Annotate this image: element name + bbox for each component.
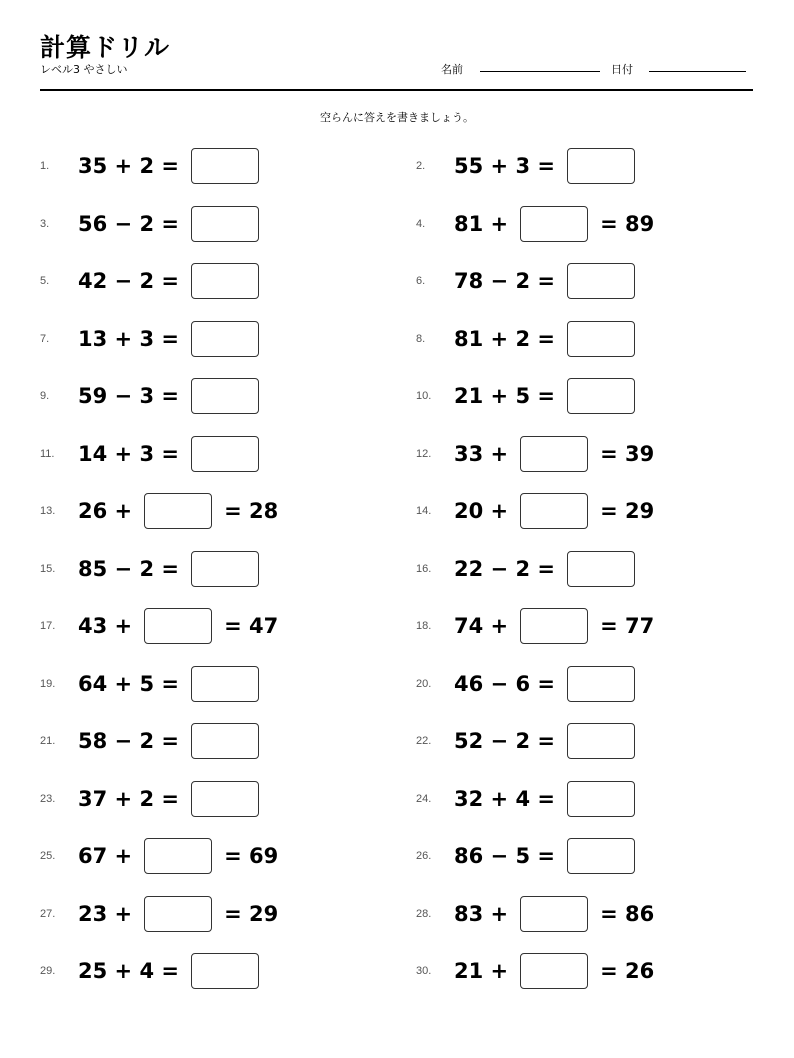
- problem-number: 6.: [416, 275, 426, 287]
- problem-expression: 74 +: [454, 614, 509, 638]
- answer-box[interactable]: [567, 148, 635, 184]
- answer-box[interactable]: [191, 263, 259, 299]
- problem-expression: 21 + 5 =: [454, 384, 555, 408]
- answer-box[interactable]: [144, 493, 212, 529]
- answer-box[interactable]: [191, 321, 259, 357]
- problem-expression: 33 +: [454, 441, 509, 466]
- answer-box[interactable]: [520, 206, 588, 242]
- problem-number: 18.: [416, 620, 432, 632]
- problem-item: [416, 550, 647, 588]
- problem-number: 11.: [40, 447, 55, 460]
- problem-number: 20.: [416, 677, 432, 690]
- problem-expression: 64 + 5 =: [78, 671, 179, 696]
- problem-result: = 77: [600, 614, 655, 638]
- problem-expression: 56 − 2 =: [78, 211, 179, 236]
- problem-result: = 89: [600, 211, 655, 236]
- answer-box[interactable]: [191, 666, 259, 702]
- answer-box[interactable]: [191, 953, 259, 989]
- problem-expression: 43 +: [78, 614, 133, 638]
- problem-item: [416, 607, 654, 645]
- problem-number: 26.: [416, 850, 432, 862]
- problem-expression: 23 +: [78, 901, 133, 926]
- answer-box[interactable]: [567, 781, 635, 817]
- problem-number: 12.: [416, 447, 432, 460]
- problem-number: 27.: [40, 907, 56, 920]
- answer-box[interactable]: [144, 896, 212, 932]
- answer-box[interactable]: [520, 608, 588, 644]
- answer-box[interactable]: [520, 493, 588, 529]
- problem-number: 5.: [40, 275, 50, 287]
- problem-expression: 86 − 5 =: [454, 844, 555, 868]
- answer-box[interactable]: [567, 263, 635, 299]
- problem-result: = 26: [600, 959, 655, 983]
- problem-expression: 52 − 2 =: [454, 729, 555, 753]
- problem-item: [416, 147, 647, 185]
- problem-number: 7.: [40, 332, 50, 345]
- problem-item: [40, 895, 278, 933]
- problem-item: [40, 665, 271, 703]
- problem-expression: 81 +: [454, 211, 509, 236]
- problem-item: [40, 607, 278, 645]
- problem-item: [40, 952, 271, 990]
- problem-expression: 20 +: [454, 499, 509, 523]
- problem-item: [416, 837, 647, 875]
- problem-expression: 46 − 6 =: [454, 671, 555, 696]
- problem-number: 22.: [416, 735, 432, 747]
- problem-result: = 86: [600, 901, 655, 926]
- problem-item: [40, 377, 271, 415]
- problem-item: [40, 205, 271, 243]
- problem-number: 30.: [416, 965, 432, 977]
- problem-number: 16.: [416, 562, 432, 575]
- problem-item: [416, 205, 654, 243]
- answer-box[interactable]: [191, 781, 259, 817]
- problem-result: = 47: [224, 614, 279, 638]
- problem-expression: 21 +: [454, 959, 509, 983]
- problem-number: 4.: [416, 217, 426, 230]
- answer-box[interactable]: [567, 551, 635, 587]
- answer-box[interactable]: [191, 436, 259, 472]
- answer-box[interactable]: [144, 608, 212, 644]
- problem-result: = 28: [224, 499, 279, 523]
- problem-number: 15.: [40, 562, 56, 575]
- problem-result: = 69: [224, 844, 279, 868]
- problem-item: [416, 665, 647, 703]
- problem-expression: 85 − 2 =: [78, 556, 179, 581]
- problem-expression: 58 − 2 =: [78, 729, 179, 753]
- answer-box[interactable]: [191, 206, 259, 242]
- problem-item: [416, 262, 647, 300]
- problem-number: 13.: [40, 505, 56, 517]
- problem-item: [40, 550, 271, 588]
- problem-expression: 26 +: [78, 499, 133, 523]
- answer-box[interactable]: [567, 838, 635, 874]
- problem-item: [40, 435, 271, 473]
- problem-expression: 55 + 3 =: [454, 154, 555, 178]
- answer-box[interactable]: [191, 723, 259, 759]
- problem-number: 17.: [40, 620, 56, 632]
- problem-expression: 14 + 3 =: [78, 441, 179, 466]
- problem-expression: 78 − 2 =: [454, 269, 555, 293]
- problem-expression: 81 + 2 =: [454, 326, 555, 351]
- problem-number: 24.: [416, 792, 432, 805]
- problem-item: [416, 895, 654, 933]
- problem-expression: 25 + 4 =: [78, 959, 179, 983]
- problem-number: 28.: [416, 907, 432, 920]
- problem-item: [40, 492, 278, 530]
- problem-result: = 39: [600, 441, 655, 466]
- problem-number: 19.: [40, 677, 56, 690]
- date-label: 日付: [611, 63, 633, 76]
- problem-result: = 29: [600, 499, 655, 523]
- answer-box[interactable]: [191, 148, 259, 184]
- level-subtitle: レベル3 やさしい: [40, 63, 128, 76]
- problem-item: [416, 952, 654, 990]
- problem-expression: 83 +: [454, 901, 509, 926]
- problem-expression: 22 − 2 =: [454, 556, 555, 581]
- answer-box[interactable]: [144, 838, 212, 874]
- problem-number: 29.: [40, 965, 56, 977]
- problem-number: 8.: [416, 332, 426, 345]
- problem-item: [416, 722, 647, 760]
- answer-box[interactable]: [520, 436, 588, 472]
- problem-expression: 42 − 2 =: [78, 269, 179, 293]
- answer-box[interactable]: [567, 321, 635, 357]
- answer-box[interactable]: [567, 723, 635, 759]
- answer-box[interactable]: [567, 666, 635, 702]
- problem-number: 2.: [416, 160, 426, 172]
- problem-expression: 13 + 3 =: [78, 326, 179, 351]
- problem-item: [416, 435, 654, 473]
- problem-expression: 35 + 2 =: [78, 154, 179, 178]
- instruction-text: 空らんに答えを書きましょう。: [320, 111, 474, 124]
- worksheet-title: 計算ドリル: [40, 33, 171, 62]
- answer-box[interactable]: [191, 378, 259, 414]
- problem-number: 21.: [40, 735, 56, 747]
- problem-item: [40, 147, 271, 185]
- problem-number: 1.: [40, 160, 50, 172]
- answer-box[interactable]: [567, 378, 635, 414]
- problem-number: 23.: [40, 792, 56, 805]
- problem-item: [416, 377, 647, 415]
- problem-item: [40, 262, 271, 300]
- problem-item: [40, 837, 278, 875]
- problem-number: 10.: [416, 390, 432, 402]
- problem-item: [416, 320, 647, 358]
- problem-number: 25.: [40, 850, 56, 862]
- problem-number: 14.: [416, 505, 432, 517]
- name-label: 名前: [441, 63, 463, 76]
- problem-item: [40, 722, 271, 760]
- problem-item: [416, 492, 654, 530]
- problem-item: [40, 320, 271, 358]
- problem-number: 9.: [40, 390, 50, 402]
- problem-item: [416, 780, 647, 818]
- problem-number: 3.: [40, 217, 50, 230]
- problem-item: [40, 780, 271, 818]
- answer-box[interactable]: [191, 551, 259, 587]
- problem-expression: 32 + 4 =: [454, 786, 555, 811]
- answer-box[interactable]: [520, 896, 588, 932]
- problem-expression: 67 +: [78, 844, 133, 868]
- problem-expression: 37 + 2 =: [78, 786, 179, 811]
- answer-box[interactable]: [520, 953, 588, 989]
- problem-result: = 29: [224, 901, 279, 926]
- problem-expression: 59 − 3 =: [78, 384, 179, 408]
